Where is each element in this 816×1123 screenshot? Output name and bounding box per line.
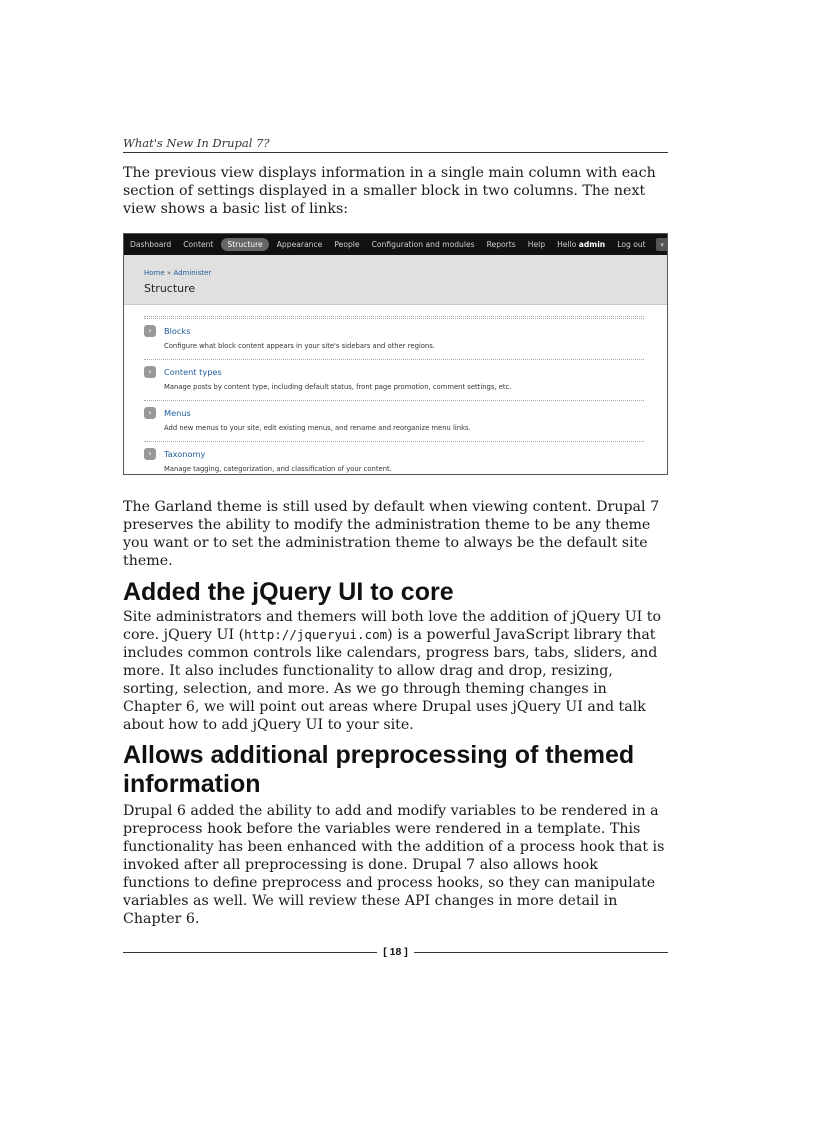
breadcrumb xyxy=(144,269,211,277)
admin-list xyxy=(144,318,644,475)
jquery-text-after-url: ) is a powerful JavaScript library that includes common controls like calendars, progress bars, tabs, sliders, and more. It also includes functionality to allow drag and drop, resizing, sorting, selection, and more. As we go through theming changes in Chapter 6, we will point out areas where Drupal uses jQuery UI and talk about how to add jQuery UI to your site. xyxy=(123,627,658,733)
admin-item-link[interactable]: Menus xyxy=(164,408,191,418)
toolbar-item-dashboard[interactable]: Dashboard xyxy=(130,240,172,249)
garland-paragraph: The Garland theme is still used by default when viewing content. Drupal 7 preserves the ability to modify the administration theme to be any theme you want or to set the administration theme to always be the default site theme. xyxy=(123,499,660,569)
chevron-right-icon: › xyxy=(144,325,156,337)
toolbar-item-content[interactable]: Content xyxy=(183,240,214,249)
page-footer xyxy=(123,944,668,960)
toolbar-item-reports[interactable]: Reports xyxy=(486,240,516,249)
admin-item-blocks xyxy=(144,318,644,359)
admin-item-description: Manage posts by content type, including default status, front page promotion, comment settings, etc. xyxy=(164,383,512,391)
admin-toolbar xyxy=(124,234,667,255)
user-greeting xyxy=(551,240,611,249)
toolbar-item-appearance[interactable]: Appearance xyxy=(276,240,323,249)
list-divider xyxy=(144,316,644,317)
section-heading-preprocessing: Allows additional preprocessing of themed information xyxy=(123,741,635,798)
page-header xyxy=(124,255,667,305)
intro-paragraph: The previous view displays information in a single main column with each section of settings displayed in a smaller block in two columns. The next view shows a basic list of links: xyxy=(123,165,656,217)
toolbar-user-area xyxy=(551,238,668,251)
toolbar-item-configuration[interactable]: Configuration and modules xyxy=(371,240,475,249)
admin-item-menus xyxy=(144,400,644,441)
jquery-ui-paragraph xyxy=(123,608,668,734)
jquery-ui-url: http://jqueryui.com xyxy=(244,627,388,642)
greeting-prefix: Hello xyxy=(557,240,577,249)
drupal-admin-screenshot xyxy=(123,233,668,475)
admin-item-link[interactable]: Blocks xyxy=(164,326,191,336)
footer-rule-right xyxy=(414,952,668,953)
chevron-right-icon: › xyxy=(144,407,156,419)
breadcrumb-home[interactable]: Home xyxy=(144,269,165,277)
breadcrumb-separator: » xyxy=(166,269,172,277)
admin-item-link[interactable]: Content types xyxy=(164,367,222,377)
toolbar-item-structure[interactable]: Structure xyxy=(221,238,268,251)
username[interactable]: admin xyxy=(578,240,606,249)
admin-item-taxonomy xyxy=(144,441,644,475)
running-header: What's New In Drupal 7? xyxy=(123,136,668,153)
chevron-right-icon: › xyxy=(144,448,156,460)
section-heading-jquery-ui: Added the jQuery UI to core xyxy=(123,578,454,606)
admin-item-description: Add new menus to your site, edit existing menus, and rename and reorganize menu links. xyxy=(164,424,471,432)
jquery-text-before-url: Site administrators and themers will both love the addition of jQuery UI to core. jQuery UI ( xyxy=(123,609,662,643)
toolbar-item-people[interactable]: People xyxy=(334,240,360,249)
breadcrumb-administer[interactable]: Administer xyxy=(173,269,212,277)
admin-item-content-types xyxy=(144,359,644,400)
logout-link[interactable]: Log out xyxy=(617,240,646,249)
footer-rule-left xyxy=(123,952,377,953)
page-title: Structure xyxy=(144,282,196,295)
admin-item-description: Configure what block content appears in your site's sidebars and other regions. xyxy=(164,342,435,350)
admin-item-description: Manage tagging, categorization, and classification of your content. xyxy=(164,465,392,473)
shortcuts-toggle-icon[interactable]: ▾ xyxy=(656,238,668,251)
chevron-right-icon: › xyxy=(144,366,156,378)
page-number: [ 18 ] xyxy=(383,946,408,958)
admin-item-link[interactable]: Taxonomy xyxy=(164,449,206,459)
toolbar-item-help[interactable]: Help xyxy=(527,240,546,249)
preprocessing-paragraph: Drupal 6 added the ability to add and modify variables to be rendered in a preprocess hook before the variables were rendered in a template. This functionality has been enhanced with the addition of a process hook that is invoked after all preprocessing is done. Drupal 7 also allows hook functions to define preprocess and process hooks, so they can manipulate variables as well. We will review these API changes in more detail in Chapter 6. xyxy=(123,803,665,927)
